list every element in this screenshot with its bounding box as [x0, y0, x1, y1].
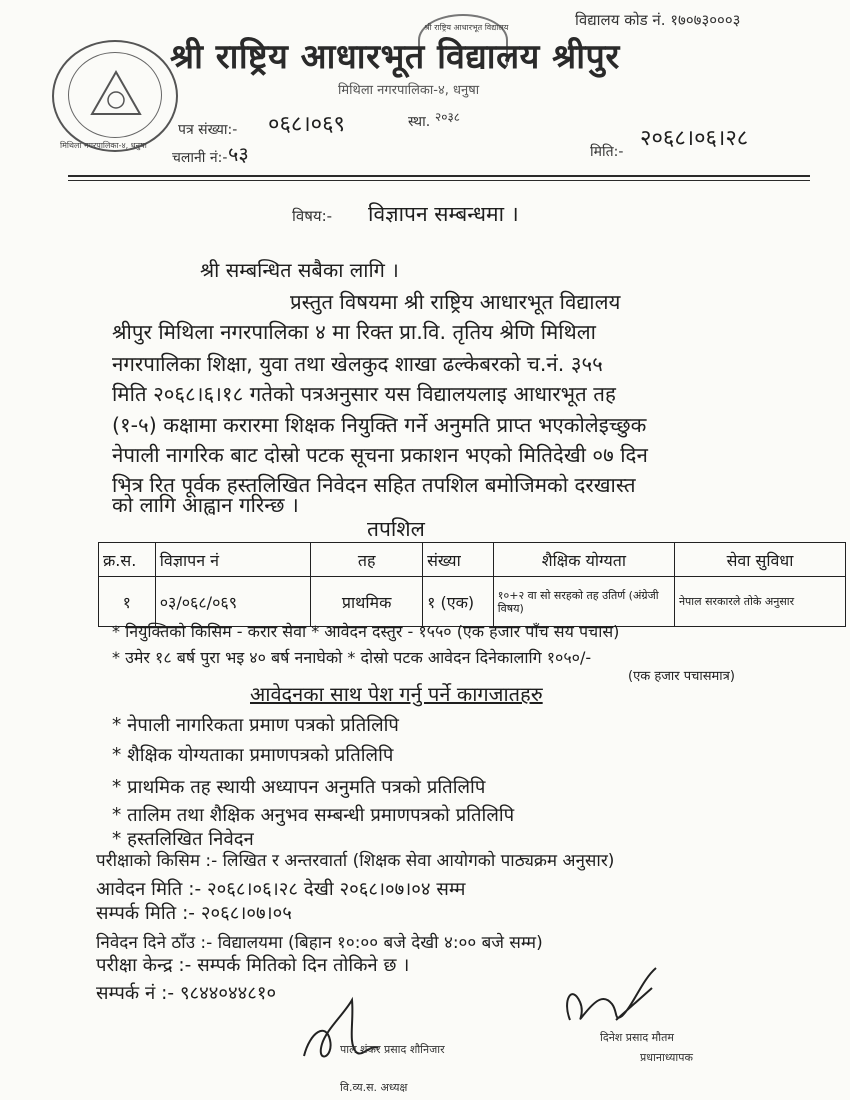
school-address: मिथिला नगरपालिका-४, धनुषा — [338, 83, 480, 98]
detail-line: निवेदन दिने ठाँउ :- विद्यालयमा (बिहान १०:०० बजे देखी ४:०० बजे सम्म) — [96, 933, 543, 953]
seal-top-text: श्री राष्ट्रिय आधारभूत विद्यालय — [424, 23, 509, 32]
body-line: (१-५) कक्षामा करारमा शिक्षक नियुक्ति गर्ने अनुमति प्राप्त भएकोलेइच्छुक — [112, 413, 647, 437]
note-line: (एक हजार पचासमात्र) — [628, 669, 735, 684]
table-header-cell: सेवा सुविधा — [674, 543, 845, 577]
table-header-cell: शैक्षिक योग्यता — [493, 543, 674, 577]
body-line: भित्र रित पूर्वक हस्तलिखित निवेदन सहित तपशिल बमोजिमको दरखास्त — [112, 473, 636, 497]
school-code: विद्यालय कोड नं. १७०७३०००३ — [575, 11, 741, 29]
table-header-cell: विज्ञापन नं — [155, 543, 311, 577]
letter-date: २०६८।०६।२८ — [640, 126, 749, 151]
body-line: को लागि आह्वान गरिन्छ । — [112, 493, 299, 517]
headteacher-signature — [556, 960, 666, 1040]
body-line: मिति २०६८।६।१८ गतेको पत्रअनुसार यस विद्यालयलाइ आधारभूत तह — [112, 382, 616, 406]
note-line: * नियुक्तिको किसिम - करार सेवा * आवेदन दस्तुर - १५५० (एक हजार पाँच सय पचास) — [112, 622, 620, 641]
dispatch-no: ५३ — [228, 142, 249, 166]
document-item: * शैक्षिक योग्यताका प्रमाणपत्रको प्रतिलिपि — [112, 745, 394, 766]
table-cell: १०+२ वा सो सरहको तह उतिर्ण (अंग्रेजी विषय) — [493, 577, 674, 627]
header-divider-thin — [68, 180, 810, 181]
document-item: * हस्तलिखित निवेदन — [112, 829, 254, 850]
table-header-cell: तह — [311, 543, 423, 577]
annex-title: तपशिल — [367, 517, 425, 541]
date-label: मिति:- — [590, 144, 624, 160]
detail-line: परीक्षा केन्द्र :- सम्पर्क मितिको दिन तोकिने छ । — [96, 955, 410, 976]
table-header-cell: संख्या — [423, 543, 494, 577]
letter-no-label: पत्र संख्या:- — [178, 122, 238, 138]
seal-emblem-icon — [88, 68, 144, 124]
body-line: श्रीपुर मिथिला नगरपालिका ४ मा रिक्त प्रा.वि. तृतिय श्रेणि मिथिला — [112, 320, 596, 344]
salutation: श्री सम्बन्धित सबैका लागि । — [200, 258, 399, 282]
document-item: * प्राथमिक तह स्थायी अध्यापन अनुमति पत्रको प्रतिलिपि — [112, 777, 486, 798]
table-cell: नेपाल सरकारले तोके अनुसार — [674, 577, 845, 627]
detail-line: आवेदन मिति :- २०६८।०६।२८ देखी २०६८।०७।०४ सम्म — [96, 879, 466, 900]
school-name: श्री राष्ट्रिय आधारभूत विद्यालय श्रीपुर — [170, 37, 620, 77]
chairperson-name: पाल शंकर प्रसाद शौनिजार — [340, 1043, 445, 1056]
documents-title: आवेदनका साथ पेश गर्नु पर्ने कागजातहरु — [250, 682, 543, 706]
chairperson-signature — [296, 992, 386, 1072]
body-line: नगरपालिका शिक्षा, युवा तथा खेलकुद शाखा ढल्केबरको च.नं. ३५५ — [112, 352, 603, 376]
headteacher-title: प्रधानाध्यापक — [640, 1051, 693, 1064]
subject-label: विषय:- — [292, 207, 333, 225]
letter-no: ०६८।०६९ — [268, 112, 345, 137]
detail-line: परीक्षाको किसिम :- लिखित र अन्तरवार्ता (शिक्षक सेवा आयोगको पाठ्यक्रम अनुसार) — [96, 851, 615, 871]
document-item: * नेपाली नागरिकता प्रमाण पत्रको प्रतिलिपि — [112, 715, 399, 736]
vacancy-table — [98, 542, 846, 627]
table-cell: १ (एक) — [423, 577, 494, 627]
chairperson-title: वि.व्य.स. अध्यक्ष — [340, 1081, 408, 1094]
table-header-row — [99, 543, 846, 577]
note-line: * उमेर १८ बर्ष पुरा भइ ४० बर्ष ननाघेको * दोस्रो पटक आवेदन दिनेकालागि १०५०/- — [112, 648, 592, 667]
table-cell: प्राथमिक — [311, 577, 423, 627]
subject: विज्ञापन सम्बन्धमा । — [368, 202, 519, 226]
body-line: नेपाली नागरिक बाट दोस्रो पटक सूचना प्रकाशन भएको मितिदेखी ०७ दिन — [112, 443, 648, 467]
established-value: २०३८ — [435, 110, 460, 124]
table-row — [99, 577, 846, 627]
table-cell: १ — [99, 577, 156, 627]
table-cell: ०३/०६८/०६९ — [155, 577, 311, 627]
headteacher-name: दिनेश प्रसाद मौतम — [600, 1031, 674, 1044]
established-label: स्था. — [408, 114, 431, 130]
detail-line: सम्पर्क नं :- ९८४४०४४८१० — [96, 983, 277, 1004]
header-divider — [68, 175, 810, 177]
body-line: प्रस्तुत विषयमा श्री राष्ट्रिय आधारभूत विद्यालय — [290, 290, 621, 314]
seal-left-text: मिथिला नगरपालिका-४, धनुषा — [60, 141, 147, 150]
table-header-cell: क्र.स. — [99, 543, 156, 577]
document-item: * तालिम तथा शैक्षिक अनुभव सम्बन्धी प्रमाणपत्रको प्रतिलिपि — [112, 805, 515, 826]
dispatch-no-label: चलानी नं:- — [172, 150, 228, 166]
detail-line: सम्पर्क मिति :- २०६८।०७।०५ — [96, 903, 292, 924]
